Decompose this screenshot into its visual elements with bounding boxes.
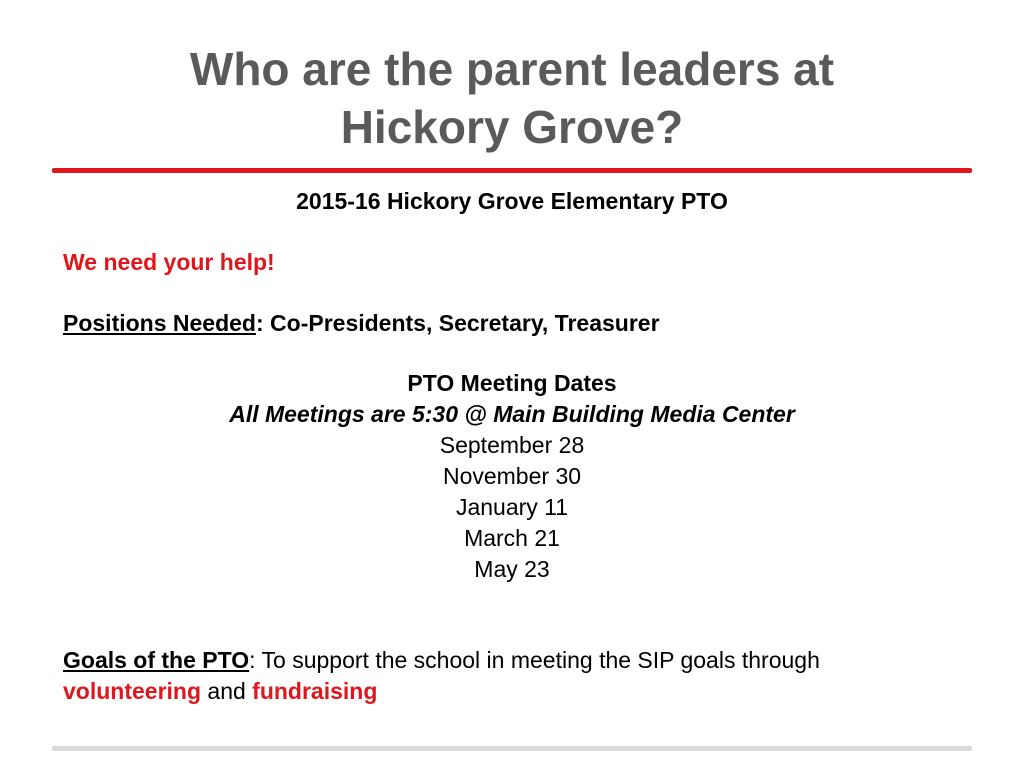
meeting-date: May 23 [474,556,550,582]
slide-title-line-2: Hickory Grove? [340,101,684,153]
meeting-location-note: All Meetings are 5:30 @ Main Building Media Center [229,401,795,427]
pto-subtitle: 2015-16 Hickory Grove Elementary PTO [296,188,728,214]
goals-separator: : [249,647,262,673]
slide-title [0,40,1024,156]
goals-highlight-fundraising: fundraising [252,678,378,704]
help-callout: We need your help! [63,249,275,275]
meeting-date: January 11 [455,494,569,520]
goals-highlight-volunteering: volunteering [63,678,202,704]
positions-needed [63,308,660,338]
meeting-date: November 30 [442,463,582,489]
footer-divider [52,746,972,751]
slide-title-line-1: Who are the parent leaders at [189,43,835,95]
positions-value: Co-Presidents, Secretary, Treasurer [270,310,660,336]
pto-goals [63,645,963,707]
goals-label: Goals of the PTO [63,647,250,673]
positions-label: Positions Needed [63,310,256,336]
title-divider [52,168,972,173]
positions-separator: : [255,310,271,336]
goals-text-before: To support the school in meeting the SIP goals through [261,647,820,673]
goals-text-middle: and [201,678,253,704]
meeting-dates-block [0,368,1024,585]
meeting-dates-heading: PTO Meeting Dates [407,370,617,396]
meeting-date: September 28 [439,432,585,458]
meeting-date: March 21 [464,525,560,551]
